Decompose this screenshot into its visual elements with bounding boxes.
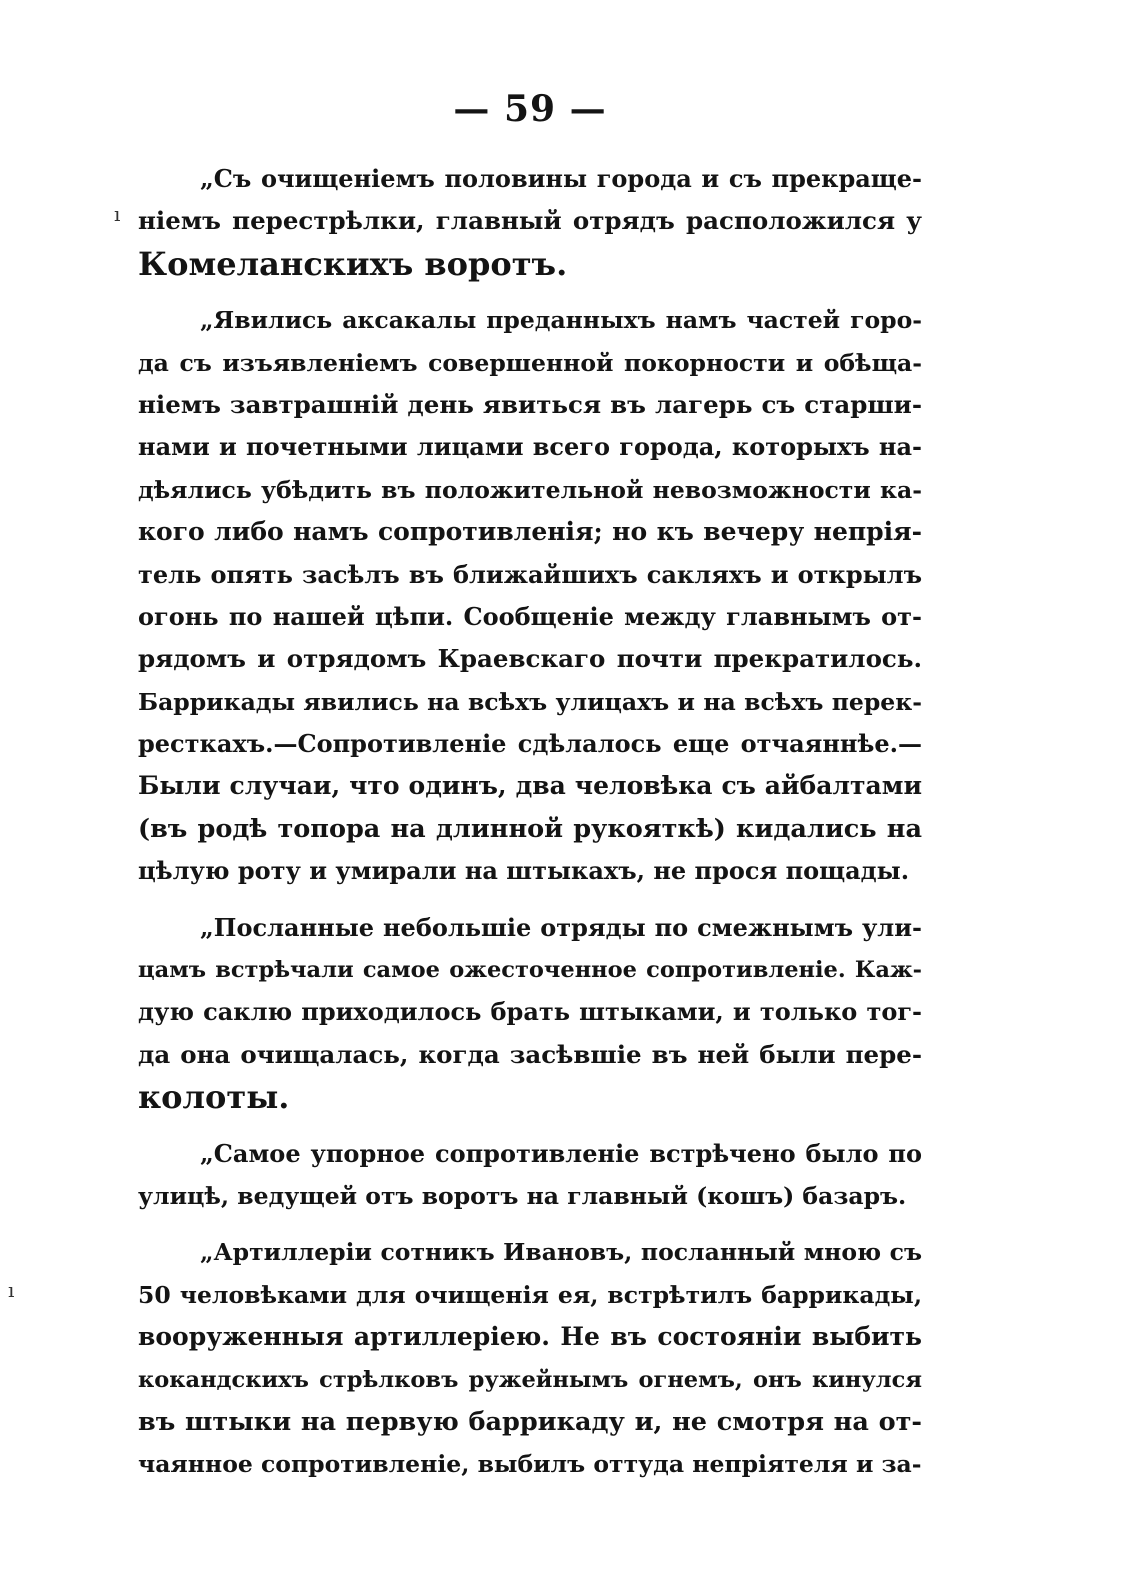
text-line: дую саклю приходилось брать штыками, и только тог- xyxy=(138,997,922,1027)
text-line: Были случаи, что одинъ, два человѣка съ айбалтами xyxy=(138,771,922,801)
text-line: Баррикады явились на всѣхъ улицахъ и на всѣхъ перек- xyxy=(138,687,922,716)
text-line: „Посланные небольшіе отряды по смежнымъ ули- xyxy=(200,912,922,942)
text-line: кокандскихъ стрѣлковъ ружейнымъ огнемъ, онъ кинулся xyxy=(138,1366,922,1393)
scan-speck: ı xyxy=(114,202,121,226)
text-line: тель опять засѣлъ въ ближайшихъ сакляхъ и открылъ xyxy=(138,559,922,589)
text-line: „Артиллеріи сотникъ Ивановъ, посланный мною съ xyxy=(200,1238,922,1267)
text-line: ніемъ перестрѣлки, главный отрядъ расположился у xyxy=(138,206,922,236)
text-line: 50 человѣками для очищенія ея, встрѣтилъ баррикады, xyxy=(138,1280,922,1309)
text-line: улицѣ, ведущей отъ воротъ на главный (кошъ) базаръ. xyxy=(138,1181,907,1210)
text-line: ніемъ завтрашній день явиться въ лагерь съ старши- xyxy=(138,389,922,419)
text-line: дѣялись убѣдить въ положительной невозможности ка- xyxy=(138,475,922,504)
body-text xyxy=(138,158,922,1486)
text-line: чаянное сопротивленіе, выбилъ оттуда непріятеля и за- xyxy=(138,1450,922,1479)
text-line: „Съ очищеніемъ половины города и съ прекраще- xyxy=(200,164,922,193)
text-line: „Явились аксакалы преданныхъ намъ частей горо- xyxy=(200,306,922,335)
text-line: цѣлую роту и умирали на штыкахъ, не прося пощады. xyxy=(138,856,910,886)
text-line: Комеланскихъ воротъ. xyxy=(138,244,568,283)
page-number: — 59 — xyxy=(453,88,607,130)
text-line: рядомъ и отрядомъ Краевскаго почти прекратилось. xyxy=(138,644,922,674)
paragraph xyxy=(138,1231,922,1485)
scan-speck: ı xyxy=(8,1278,15,1302)
text-line: да съ изъявленіемъ совершенной покорности и обѣща- xyxy=(138,348,922,377)
text-line: ресткахъ.—Сопротивленіе сдѣлалось еще отчаяннѣе.— xyxy=(138,729,922,759)
text-line: цамъ встрѣчали самое ожесточенное сопротивленіе. Каж- xyxy=(138,957,922,984)
paragraph xyxy=(138,1133,922,1218)
text-line: „Самое упорное сопротивленіе встрѣчено было по xyxy=(200,1138,922,1168)
paragraph xyxy=(138,158,922,285)
text-line: въ штыки на первую баррикаду и, не смотря на от- xyxy=(138,1406,922,1437)
paragraph xyxy=(138,907,922,1119)
text-line: (въ родѣ топора на длинной рукояткѣ) кидались на xyxy=(138,813,922,844)
text-line: вооруженныя артиллеріею. Не въ состояніи выбить xyxy=(138,1322,922,1352)
text-line: нами и почетными лицами всего города, которыхъ на- xyxy=(138,432,922,462)
text-line: кого либо намъ сопротивленія; но къ вечеру непрія- xyxy=(138,517,922,547)
text-line: да она очищалась, когда засѣвшіе въ ней были пере- xyxy=(138,1039,922,1069)
text-line: огонь по нашей цѣпи. Сообщеніе между главнымъ от- xyxy=(138,601,922,631)
paragraph xyxy=(138,299,922,892)
text-line: колоты. xyxy=(138,1078,290,1117)
